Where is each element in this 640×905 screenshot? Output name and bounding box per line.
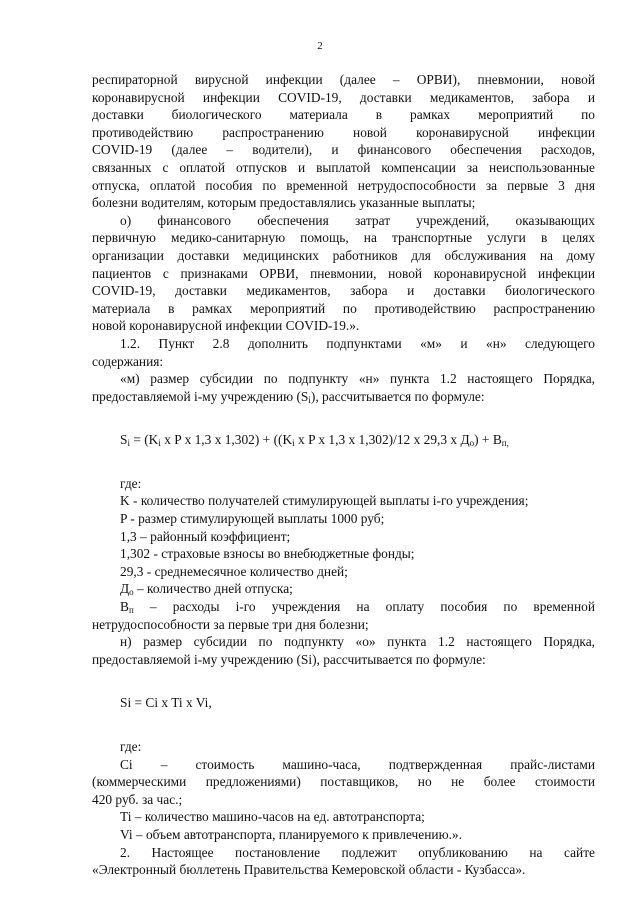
document-body [92,71,595,879]
definition-bp: $B_п$ – расходы i-го учреждения на оплату пособия по временной [120,599,595,616]
text-line: пациентов с признаками ОРВИ, пневмонии, новой коронавирусной инфекции [92,265,595,281]
text-line: «м) размер субсидии по подпункту «н» пункта 1.2 настоящего Порядка, [120,371,595,387]
text-line: организации доставки медицинских работников для обслуживания на дому [92,247,595,263]
text-line: н) размер субсидии по подпункту «о» пункта 1.2 настоящего Порядка, [120,634,595,650]
definition-do: $Д_о$ – количество дней отпуска; [120,581,293,598]
text-line: новой коронавирусной инфекции COVID-19.». [92,318,360,334]
text-line: болезни водителям, которым предоставлялись указанные выплаты; [92,195,476,211]
text-line: первичную медико-санитарную помощь, на транспортные услуги в целях [92,230,595,246]
text-line: доставки биологического материала в рамках мероприятий по [92,107,595,123]
definitions-list [92,492,595,580]
text-line: материала в рамках мероприятий по противодействию распространению [92,300,595,316]
where-label: где: [120,475,142,491]
text-line: 2. Настоящее постановление подлежит опубликованию на сайте [120,844,595,860]
text-line: содержания: [92,353,164,369]
formula-si-2: Si = Ci x Ti x Vi, [120,695,212,711]
paragraph-block-2 [92,616,595,669]
definition-item: 1,302 - страховые взносы во внебюджетные фонды; [120,546,415,562]
text-line: 420 руб. за час.; [92,791,183,807]
text-line: связанных с оплатой отпусков и выплатой компенсации за неиспользованные [92,159,595,175]
text-line: противодействию распространению новой коронавирусной инфекции [92,124,595,140]
text-line: нетрудоспособности за первые три дня болезни; [92,616,369,632]
text-line: коронавирусной инфекции COVID-19, доставки медикаментов, забора и [92,89,595,105]
text-line: (коммерческими предложениями) поставщиков, но не более стоимости [92,774,595,790]
definition-item: K - количество получателей стимулирующей выплаты i-го учреждения; [120,493,529,509]
text-line: COVID-19, доставки медикаментов, забора и доставки биологического [92,283,595,299]
where-label-2: где: [120,739,142,754]
formula-si: $S_i = (K_i$ x P x 1,3 x $1,302) + ((K_i$ x P x 1,3 x 1,302)/12 x 29,3 x $Д_о) + B_{п,}$ [120,432,509,449]
text-line: «Электронный бюллетень Правительства Кемеровской области - Кузбасса». [92,862,526,878]
text-line: Vi – объем автотранспорта, планируемого к привлечению.». [120,826,462,842]
text-line: 1.2. Пункт 2.8 дополнить подпунктами «м» и «н» следующего [120,335,595,351]
paragraph-block-3 [92,756,595,879]
definition-item: 1,3 – районный коэффициент; [120,528,291,544]
definition-item: P - размер стимулирующей выплаты 1000 руб; [120,511,385,527]
text-line: респираторной вирусной инфекции (далее – ОРВИ), пневмонии, новой [92,72,595,87]
text-line: о) финансового обеспечения затрат учреждений, оказывающих [120,212,595,228]
page-number: 2 [317,40,323,52]
text-line: отпуска, оплатой пособия по временной нетрудоспособности за первые 3 дня [92,177,595,193]
text-line: Ci – стоимость машино-часа, подтвержденная прайс-листами [120,756,595,772]
text-line: Ti – количество машино-часов на ед. автотранспорта; [120,809,425,825]
definition-item: 29,3 - среднемесячное количество дней; [120,563,348,579]
text-line: предоставляемой i-му учреждению (Si), рассчитывается по формуле: [92,651,486,667]
paragraph-block-1 [92,71,595,405]
text-line: предоставляемой i-му учреждению $(S_i)$, рассчитывается по формуле: [92,388,485,405]
text-line: COVID-19 (далее – водители), и финансового обеспечения расходов, [92,142,595,158]
